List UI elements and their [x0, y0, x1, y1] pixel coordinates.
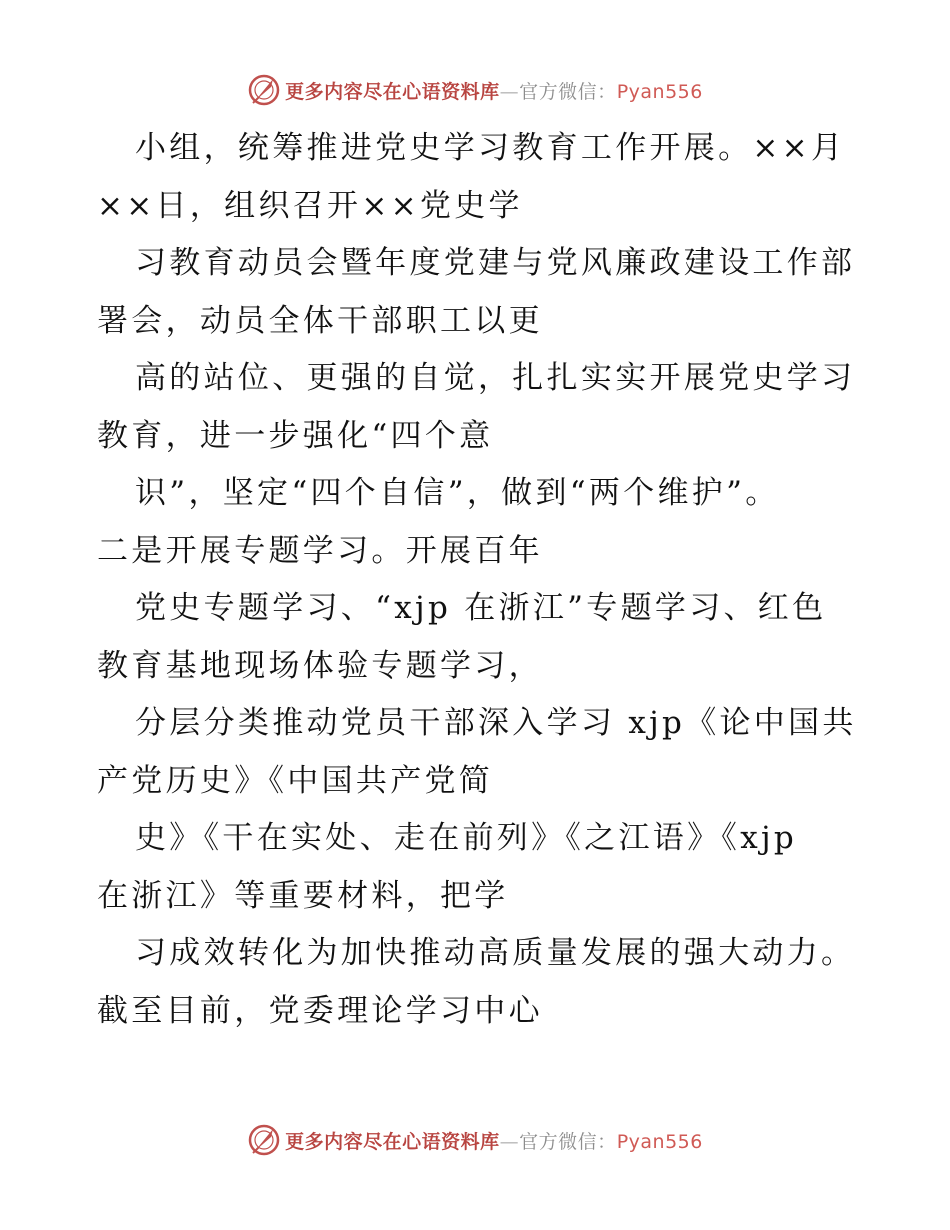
footer-wechat-label: 官方微信：	[519, 1130, 617, 1153]
header-watermark-banner	[0, 70, 950, 110]
header-wechat-id: Pyan556	[616, 80, 703, 103]
header-brand: 更多内容尽在心语资料库	[285, 80, 500, 103]
text-line: 署会，动员全体干部职工以更	[97, 302, 543, 339]
text-line: 分层分类推动党员干部深入学习 xjp《论中国共	[135, 705, 857, 741]
footer-wechat-id: Pyan556	[616, 1130, 703, 1153]
header-banner-text	[285, 77, 703, 104]
text-line: 产党历史》《中国共产党简	[97, 762, 494, 799]
document-body	[97, 120, 857, 1040]
text-line: 截至目前，党委理论学习中心	[97, 992, 543, 1029]
text-line: 习成效转化为加快推动高质量发展的强大动力。	[135, 935, 856, 971]
text-line: 高的站位、更强的自觉，扎扎实实开展党史学习	[135, 360, 856, 396]
footer-banner-text	[285, 1127, 703, 1154]
text-line: 习教育动员会暨年度党建与党风廉政建设工作部	[135, 245, 856, 281]
footer-watermark-banner	[0, 1120, 950, 1160]
footer-separator: —	[499, 1130, 520, 1153]
text-line: 史》《干在实处、走在前列》《之江语》《xjp	[135, 820, 798, 856]
header-separator: —	[499, 80, 520, 103]
quill-logo-icon	[247, 1123, 281, 1157]
footer-brand: 更多内容尽在心语资料库	[285, 1130, 500, 1153]
text-line: 小组，统筹推进党史学习教育工作开展。××月	[135, 130, 846, 166]
header-wechat-label: 官方微信：	[519, 80, 617, 103]
text-line: 识”，坚定“四个自信”，做到“两个维护”。	[135, 475, 780, 511]
text-line: 教育基地现场体验专题学习，	[97, 647, 543, 684]
text-line: 教育，进一步强化“四个意	[97, 417, 494, 454]
text-line: 二是开展专题学习。开展百年	[97, 532, 543, 569]
text-line: 党史专题学习、“xjp 在浙江”专题学习、红色	[135, 590, 827, 626]
text-line: 在浙江》等重要材料，把学	[97, 877, 509, 914]
quill-logo-icon	[247, 73, 281, 107]
text-line: ××日，组织召开××党史学	[97, 187, 523, 224]
